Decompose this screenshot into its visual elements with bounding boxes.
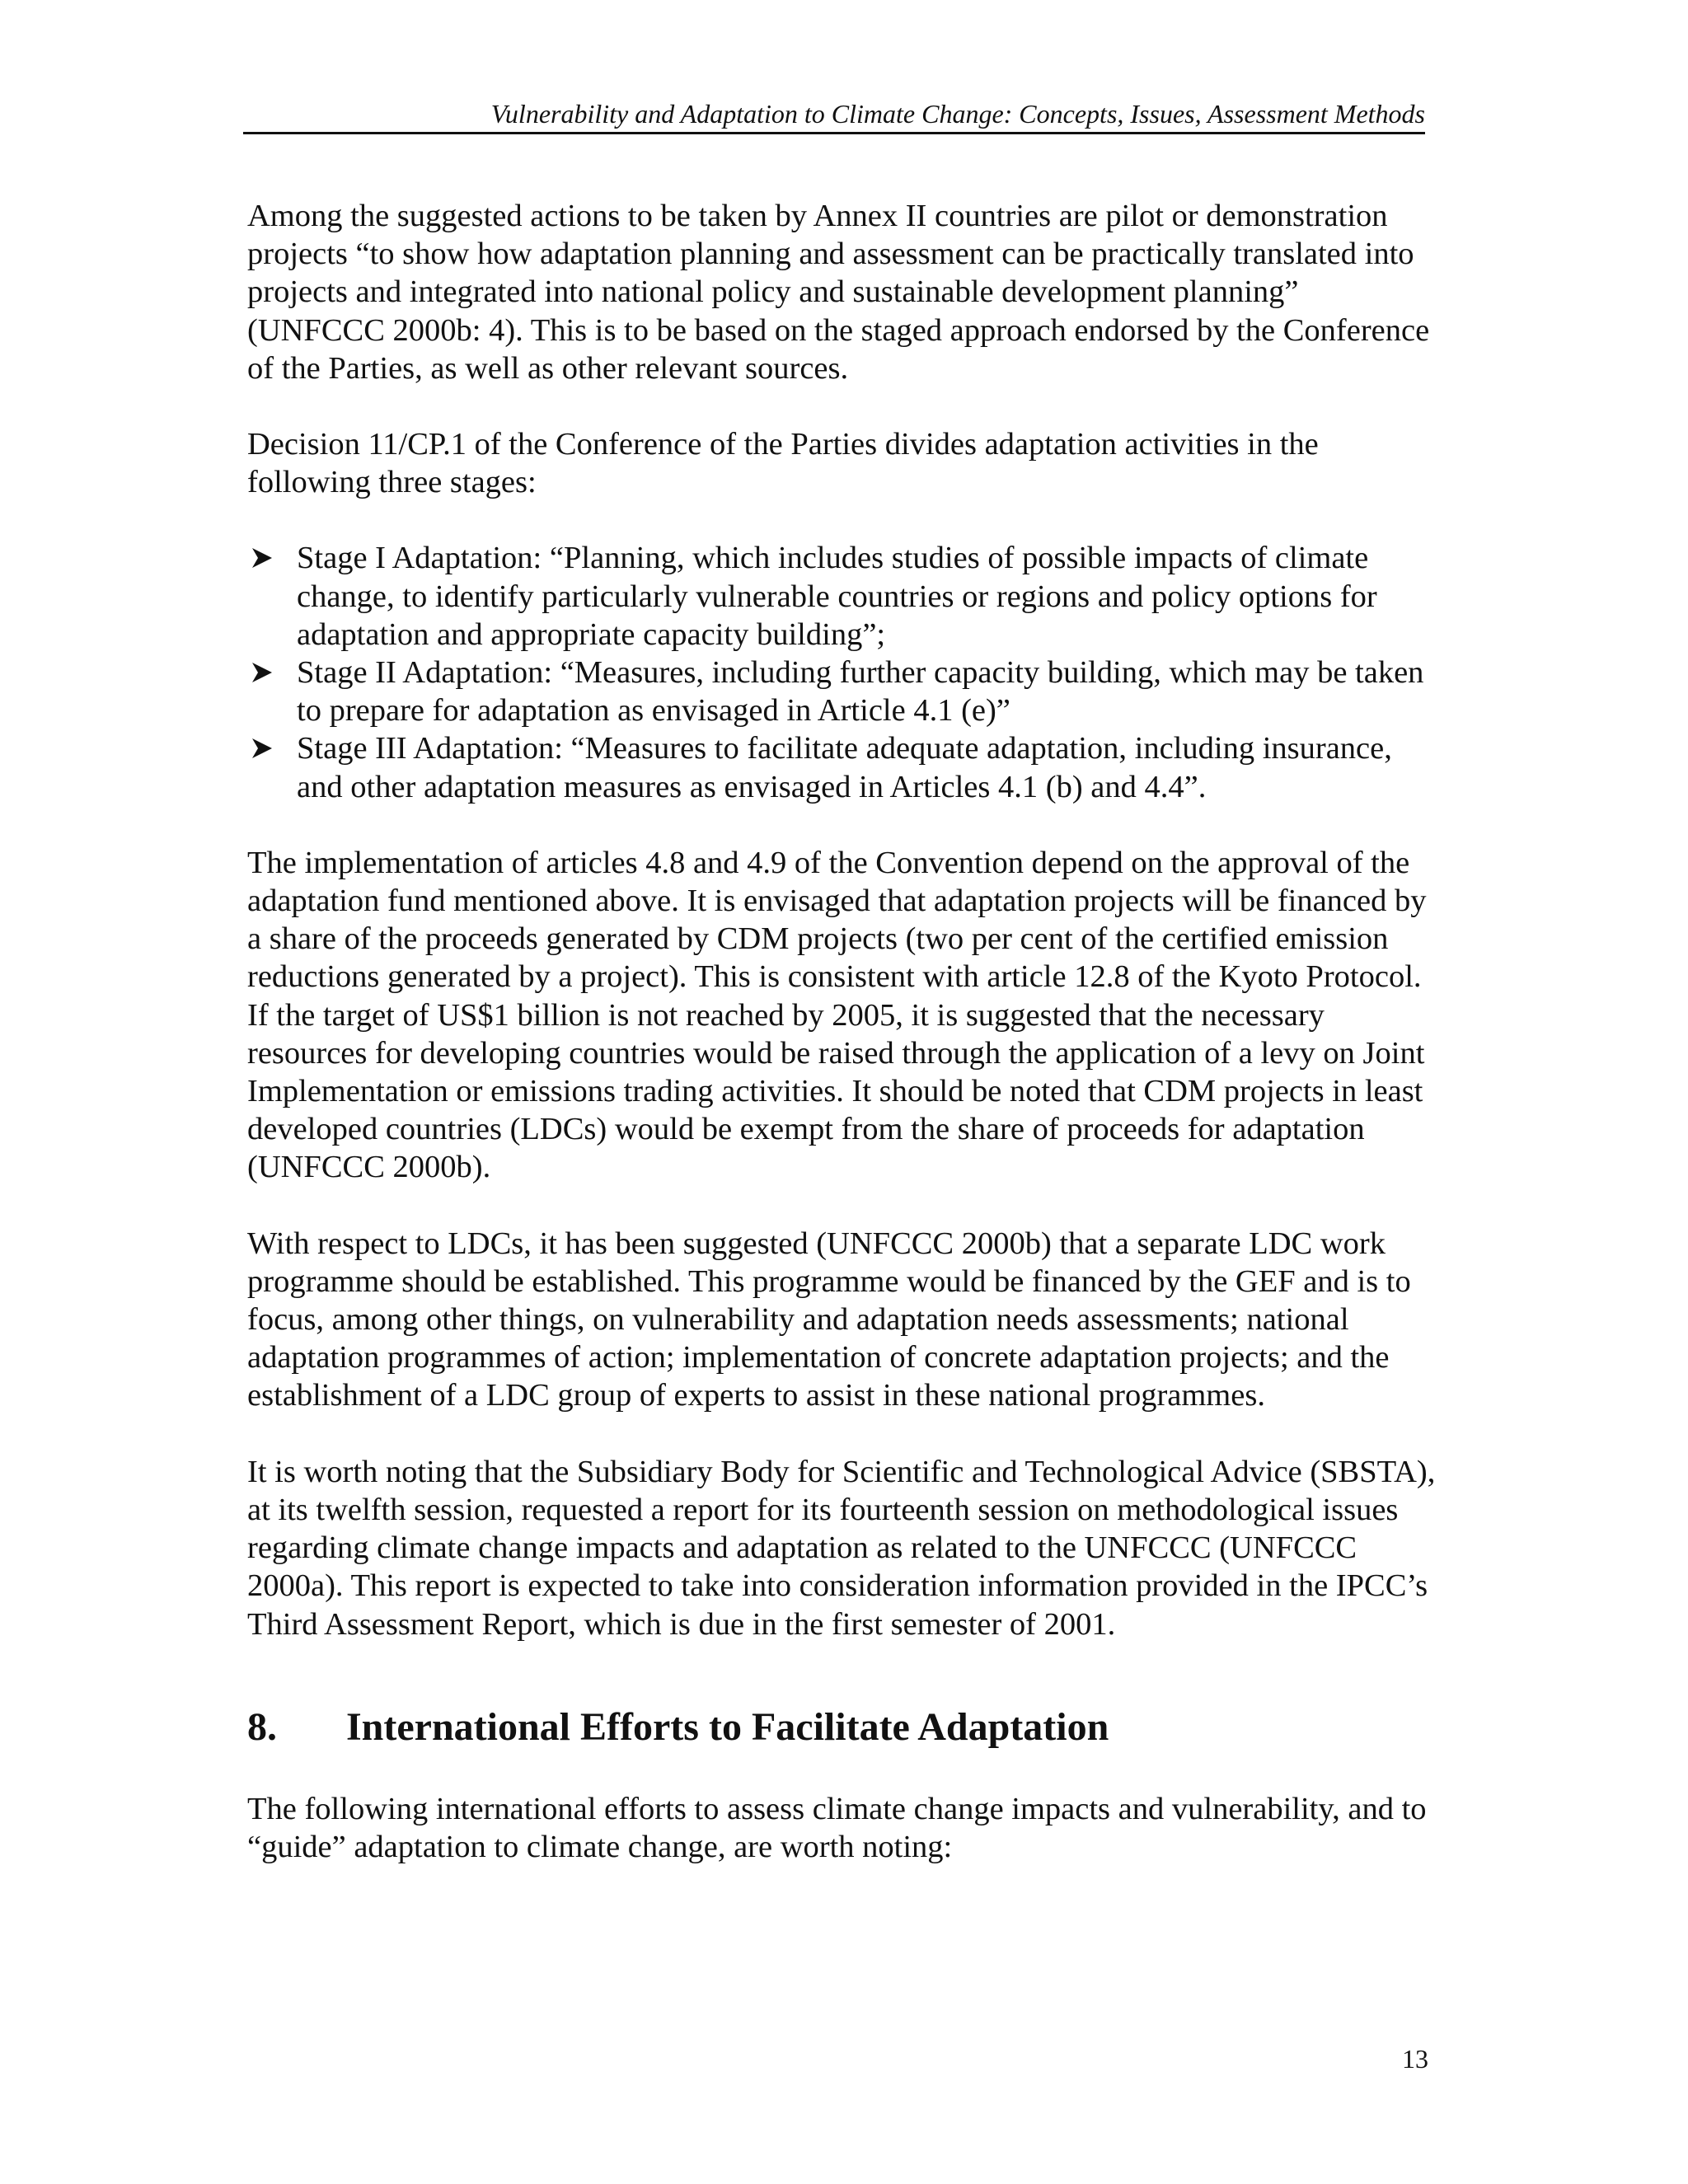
stage-list [247, 539, 1442, 805]
list-item-stage-3 [247, 729, 1442, 805]
list-item-stage-1 [247, 539, 1442, 654]
paragraph-articles-implementation: The implementation of articles 4.8 and 4.9 of the Convention depend on the approval of the adaptation fund mentioned above. It is envisaged that adaptation projects will be financed by a share of the proceeds generated by CDM projects (two per cent of the certified emission reductions generated by a project). This is consistent with article 12.8 of the Kyoto Protocol. If the target of US$1 billion is not reached by 2005, it is suggested that the necessary resources for developing countries would be raised through the application of a levy on Joint Implementation or emissions trading activities. It should be noted that CDM projects in least developed countries (LDCs) would be exempt from the share of proceeds for adaptation (UNFCCC 2000b). [247, 845, 1427, 1185]
body-text [247, 197, 1442, 1904]
arrowhead-bullet-icon [251, 654, 284, 691]
arrowhead-bullet-icon [251, 539, 284, 577]
section-title: International Efforts to Facilitate Adaptation [346, 1704, 1109, 1749]
stage-text: Stage III Adaptation: “Measures to facilitate adequate adaptation, including insurance, and other adaptation measures as envisaged in Articles 4.1 (b) and 4.4”. [297, 731, 1392, 804]
section-heading [247, 1704, 1442, 1750]
stage-text: Stage I Adaptation: “Planning, which includes studies of possible impacts of climate change, to identify particularly vulnerable countries or regions and policy options for adaptation and appropriate capacity building”; [297, 541, 1377, 652]
paragraph-annex-ii-actions: Among the suggested actions to be taken by Annex II countries are pilot or demonstration projects “to show how adaptation planning and assessment can be practically translated into projects and integrated into national policy and sustainable development planning” (UNFCCC 2000b: 4). This is to be based on the staged approach endorsed by the Conference of the Parties, as well as other relevant sources. [247, 199, 1430, 386]
paragraph-international-efforts-intro: The following international efforts to assess climate change impacts and vulnerability, and to “guide” adaptation to climate change, are worth noting: [247, 1791, 1427, 1864]
paragraph-sbsta-report: It is worth noting that the Subsidiary Body for Scientific and Technological Advice (SBSTA), at its twelfth session, requested a report for its fourteenth session on methodological issues regarding climate change impacts and adaptation as related to the UNFCCC (UNFCCC 2000a). This report is expected to take into consideration information provided in the IPCC’s Third Assessment Report, which is due in the first semester of 2001. [247, 1454, 1436, 1642]
section-number: 8. [247, 1704, 277, 1749]
page-number: 13 [1402, 2044, 1428, 2074]
paragraph-ldc-programme: With respect to LDCs, it has been suggested (UNFCCC 2000b) that a separate LDC work programme should be established. This programme would be financed by the GEF and is to focus, among other things, on vulnerability and adaptation needs assessments; national adaptation programmes of action; implementation of concrete adaptation projects; and the establishment of a LDC group of experts to assist in these national programmes. [247, 1226, 1411, 1413]
stage-text: Stage II Adaptation: “Measures, including further capacity building, which may be taken to prepare for adaptation as envisaged in Article 4.1 (e)” [297, 655, 1424, 729]
arrowhead-bullet-icon [251, 729, 284, 767]
list-item-stage-2 [247, 654, 1442, 729]
paragraph-decision-intro: Decision 11/CP.1 of the Conference of the Parties divides adaptation activities in the following three stages: [247, 427, 1319, 500]
header-rule [243, 132, 1425, 134]
running-header: Vulnerability and Adaptation to Climate Change: Concepts, Issues, Assessment Methods [490, 99, 1425, 129]
